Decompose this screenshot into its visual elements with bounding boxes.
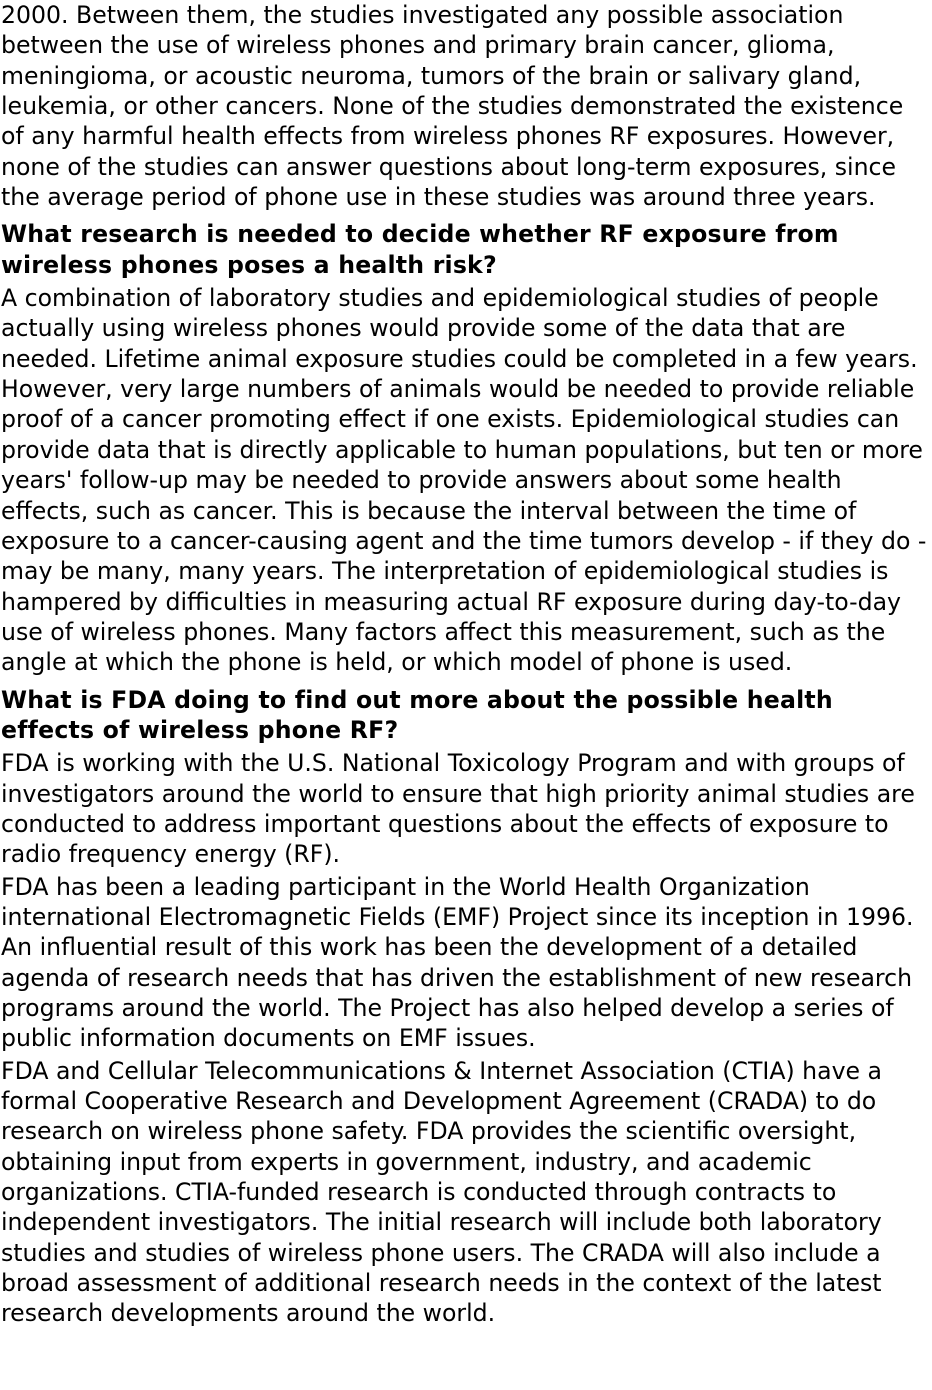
paragraph-studies-summary: 2000. Between them, the studies investigated any possible association between the use of wireless phones and primary brain cancer, glioma, meningioma, or acoustic neuroma, tumors of the brain or salivary gland, leukemia, or other cancers. None of the studies demonstrated the existence of any harmful health effects from wireless phones RF exposures. However, none of the studies can answer questions about long-term exposures, since the average period of phone use in these studies was around three years. — [1, 1, 904, 212]
paragraph-research-needed: A combination of laboratory studies and epidemiological studies of people actually using wireless phones would provide some of the data that are needed. Lifetime animal exposure studies could be completed in a few years. However, very large numbers of animals would be needed to provide reliable proof of a cancer promoting effect if one exists. Epidemiological studies can provide data that is directly applicable to human populations, but ten or more years' follow-up may be needed to provide answers about some health effects, such as cancer. This is because the interval between the time of exposure to a cancer-causing agent and the time tumors develop - if they do - may be many, many years. The interpretation of epidemiological studies is hampered by difficulties in measuring actual RF exposure during day-to-day use of wireless phones. Many factors affect this measurement, such as the angle at which the phone is held, or which model of phone is used. — [1, 284, 927, 677]
paragraph-fda-who-emf: FDA has been a leading participant in the World Health Organization international Electromagnetic Fields (EMF) Project since its inception in 1996. An influential result of this work has been the development of a detailed agenda of research needs that has driven the establishment of new research programs around the world. The Project has also helped develop a series of public information documents on EMF issues. — [1, 872, 914, 1053]
heading-fda-doing: What is FDA doing to find out more about the possible health effects of wireless phone RF? — [1, 685, 833, 744]
paragraph-fda-ctia-crada: FDA and Cellular Telecommunications & Internet Association (CTIA) have a formal Cooperative Research and Development Agreement (CRADA) to do research on wireless phone safety. FDA provides the scientific oversight, obtaining input from experts in government, industry, and academic organizations. CTIA-funded research is conducted through contracts to independent investigators. The initial research will include both laboratory studies and studies of wireless phone users. The CRADA will also include a broad assessment of additional research needs in the context of the latest research developments around the world. — [1, 1056, 883, 1328]
paragraph-fda-ntp: FDA is working with the U.S. National Toxicology Program and with groups of investigators around the world to ensure that high priority animal studies are conducted to address important questions about the effects of exposure to radio frequency energy (RF). — [1, 749, 915, 869]
heading-research-needed: What research is needed to decide whether RF exposure from wireless phones poses a health risk? — [1, 220, 839, 279]
